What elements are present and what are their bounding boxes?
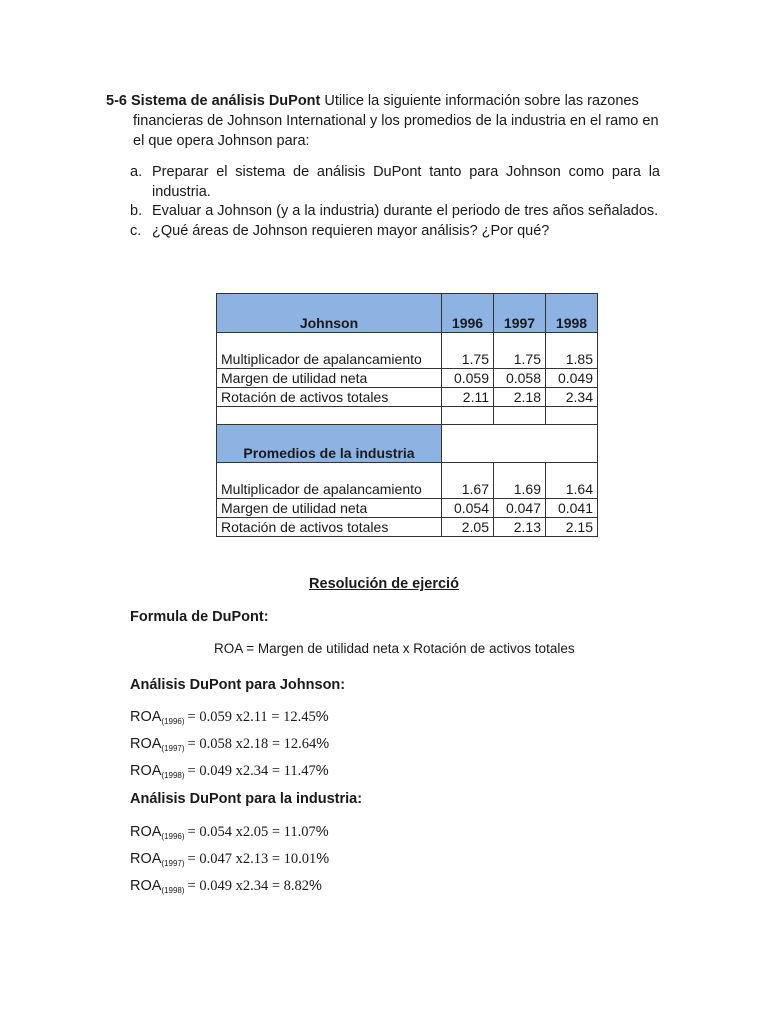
problem-intro-first: Utilice la siguiente información sobre las razones [324, 93, 639, 109]
roa-equation [130, 821, 329, 848]
table-header-row [217, 294, 598, 333]
task-text: Evaluar a Johnson (y a la industria) durante el periodo de tres años señalados. [152, 203, 659, 219]
industry-header: Promedios de la industria [217, 425, 442, 463]
row-label: Multiplicador de apalancamiento [217, 333, 442, 369]
task-text: Preparar el sistema de análisis DuPont tanto para Johnson como para la industria. [152, 164, 660, 200]
percent-sign: % [315, 763, 329, 779]
empty-cell [546, 407, 598, 425]
empty-cell [442, 425, 598, 463]
task-list [130, 163, 660, 241]
task-text: ¿Qué áreas de Johnson requieren mayor análisis? ¿Por qué? [152, 222, 550, 239]
dupont-formula: ROA = Margen de utilidad neta x Rotación de activos totales [214, 641, 575, 656]
industry-analysis-heading: Análisis DuPont para la industria: [130, 791, 363, 807]
cell-value: 1.75 [494, 333, 546, 369]
cell-value: 2.05 [442, 518, 494, 537]
roa-equation [130, 848, 329, 875]
year-header: 1998 [546, 294, 598, 333]
roa-label: ROA [130, 878, 162, 894]
johnson-analysis-heading: Análisis DuPont para Johnson: [130, 677, 346, 693]
cell-value: 1.75 [442, 333, 494, 369]
percent-sign: % [309, 878, 322, 894]
formula-heading: Formula de DuPont: [130, 609, 269, 625]
row-label: Margen de utilidad neta [217, 369, 442, 388]
empty-cell [217, 407, 442, 425]
cell-value: 2.13 [494, 518, 546, 537]
roa-year: (1998) [161, 886, 185, 895]
empty-cell [442, 407, 494, 425]
task-letter: c. [130, 222, 142, 239]
task-letter: b. [130, 203, 143, 219]
year-header: 1997 [494, 294, 546, 333]
row-label: Margen de utilidad neta [217, 499, 442, 518]
cell-value: 2.15 [546, 518, 598, 537]
problem-statement [106, 91, 666, 151]
task-item-c [130, 222, 660, 242]
table-row [217, 499, 598, 518]
cell-value: 2.18 [494, 388, 546, 407]
table-empty-row [217, 407, 598, 425]
percent-sign: % [316, 851, 330, 867]
task-item-b [130, 202, 660, 222]
problem-intro [106, 91, 666, 111]
roa-equation [130, 733, 329, 760]
row-label: Rotación de activos totales [217, 388, 442, 407]
cell-value: 0.047 [494, 499, 546, 518]
percent-sign: % [315, 709, 329, 725]
roa-label: ROA [130, 763, 162, 779]
roa-expression: = 0.059 x2.11 = 12.45 [187, 709, 316, 725]
percent-sign: % [316, 736, 330, 752]
table-row [217, 518, 598, 537]
roa-year: (1998) [161, 771, 185, 780]
industry-header-row [217, 425, 598, 463]
problem-intro-rest: financieras de Johnson International y los promedios de la industria en el ramo en el que opera Johnson para: [133, 113, 659, 149]
row-label: Rotación de activos totales [217, 518, 442, 537]
problem-title: Sistema de análisis DuPont [131, 93, 321, 109]
roa-expression: = 0.058 x2.18 = 12.64 [187, 736, 317, 752]
cell-value: 0.041 [546, 499, 598, 518]
cell-value: 0.049 [546, 369, 598, 388]
resolution-title: Resolución de ejerció [309, 576, 459, 592]
table-row [217, 463, 598, 499]
roa-label: ROA [130, 824, 162, 840]
ratios-table [216, 293, 598, 537]
roa-year: (1996) [161, 717, 185, 726]
cell-value: 0.054 [442, 499, 494, 518]
industry-equations [130, 821, 329, 902]
johnson-header: Johnson [217, 294, 442, 333]
cell-value: 0.058 [494, 369, 546, 388]
table-row [217, 333, 598, 369]
task-letter: a. [130, 164, 143, 180]
year-header: 1996 [442, 294, 494, 333]
roa-equation [130, 706, 329, 733]
percent-sign: % [315, 824, 329, 840]
roa-year: (1997) [161, 859, 185, 868]
table-row [217, 369, 598, 388]
cell-value: 1.69 [494, 463, 546, 499]
cell-value: 1.64 [546, 463, 598, 499]
cell-value: 0.059 [442, 369, 494, 388]
problem-number: 5-6 [106, 93, 127, 109]
roa-expression: = 0.049 x2.34 = 8.82 [187, 878, 310, 894]
task-item-a [130, 163, 660, 202]
roa-expression: = 0.054 x2.05 = 11.07 [187, 824, 316, 840]
table-row [217, 388, 598, 407]
roa-equation [130, 760, 329, 787]
empty-cell [494, 407, 546, 425]
roa-expression: = 0.047 x2.13 = 10.01 [187, 851, 317, 867]
roa-expression: = 0.049 x2.34 = 11.47 [187, 763, 316, 779]
row-label: Multiplicador de apalancamiento [217, 463, 442, 499]
cell-value: 2.11 [442, 388, 494, 407]
roa-year: (1997) [161, 744, 185, 753]
cell-value: 1.85 [546, 333, 598, 369]
cell-value: 2.34 [546, 388, 598, 407]
roa-label: ROA [130, 851, 162, 867]
roa-equation [130, 875, 329, 902]
roa-year: (1996) [161, 832, 185, 841]
cell-value: 1.67 [442, 463, 494, 499]
roa-label: ROA [130, 709, 162, 725]
johnson-equations [130, 706, 329, 787]
roa-label: ROA [130, 736, 162, 752]
